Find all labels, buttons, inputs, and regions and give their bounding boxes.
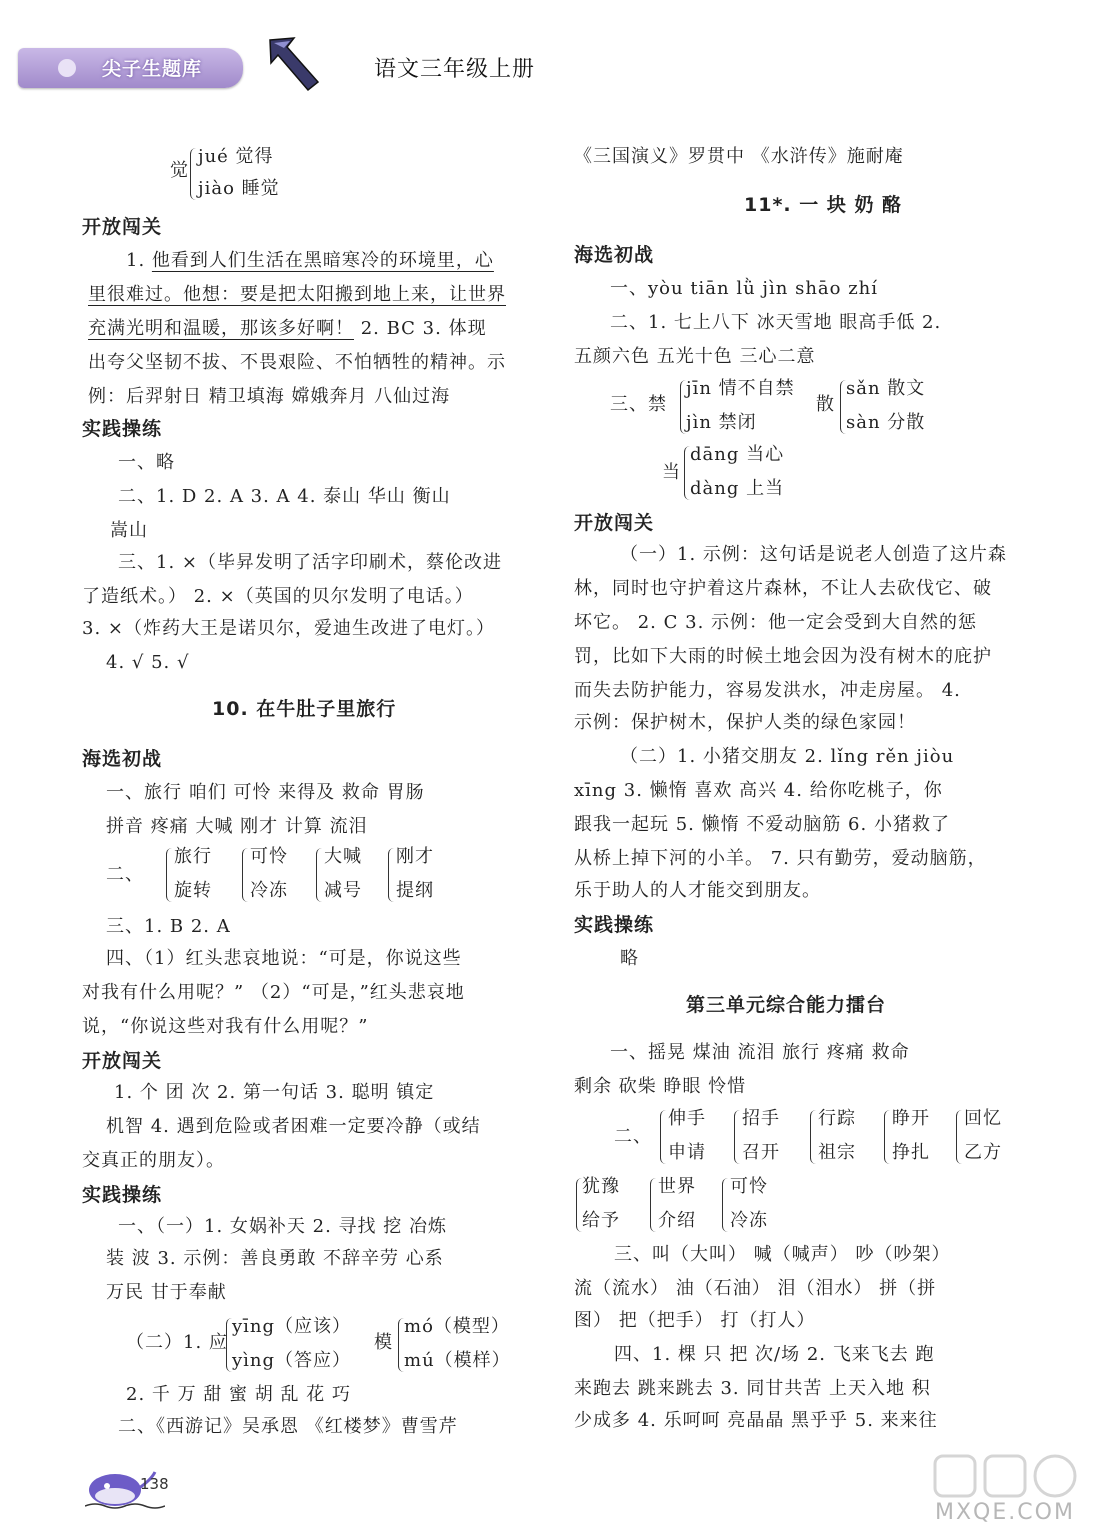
text-line: （二）1. 应 — [126, 1332, 228, 1353]
section-heading: 海选初战 — [574, 244, 655, 266]
brand-banner — [18, 48, 243, 88]
brace — [884, 1110, 891, 1164]
reading-2: yìng（答应） — [232, 1350, 352, 1371]
pair-bottom: 挣扎 — [892, 1142, 930, 1163]
text-line: 一、yòu tiān lǜ jìn shāo zhí — [610, 278, 879, 299]
text-line: 3. ×（炸药大王是诺贝尔，爱迪生改进了电灯。） — [82, 618, 495, 639]
text-line: 从桥上掉下河的小羊。 7. 只有勤劳，爱动脑筋， — [574, 848, 987, 869]
pair-top: 可怜 — [250, 846, 288, 867]
pair-bottom: 冷冻 — [250, 880, 288, 901]
pair-bottom: 旋转 — [174, 880, 212, 901]
text-line: xīng 3. 懒惰 喜欢 高兴 4. 给你吃桃子，你 — [574, 780, 943, 801]
text-line: 《三国演义》罗贯中 《水浒传》施耐庵 — [574, 146, 904, 167]
text-line: 坏它。 2. C 3. 示例：他一定会受到大自然的惩 — [574, 612, 978, 633]
text-line: 拼音 疼痛 大喊 刚才 计算 流泪 — [106, 816, 368, 837]
text-line: 来跑去 跳来跳去 3. 同甘共苦 上天入地 积 — [574, 1378, 931, 1399]
brace — [650, 1178, 657, 1232]
text-line: 林，同时也守护着这片森林，不让人去砍伐它、破 — [574, 578, 992, 599]
text-line: 出夸父坚韧不拔、不畏艰险、不怕牺牲的精神。示 — [88, 352, 506, 373]
reading-1: jīn 情不自禁 — [686, 378, 795, 399]
lesson-title: 11*. 一 块 奶 酪 — [744, 194, 903, 216]
pair-bottom: 申请 — [668, 1142, 706, 1163]
text-line: 1. 个 团 次 2. 第一句话 3. 聪明 镇定 — [114, 1082, 435, 1103]
pair-bottom: 减号 — [324, 880, 362, 901]
text-line: 而失去防护能力，容易发洪水，冲走房屋。 4. — [574, 680, 961, 701]
pair-top: 行踪 — [818, 1108, 856, 1129]
pair-top: 睁开 — [892, 1108, 930, 1129]
text-line: 少成多 4. 乐呵呵 亮晶晶 黑乎乎 5. 来来往 — [574, 1410, 938, 1431]
text-line: 三、1. ×（毕昇发明了活字印刷术，蔡伦改进 — [118, 552, 502, 573]
pair-bottom: 介绍 — [658, 1210, 696, 1231]
text-line: 了造纸术。） 2. ×（英国的贝尔发明了电话。） — [82, 586, 474, 607]
pair-top: 回忆 — [964, 1108, 1002, 1129]
pair-top: 刚才 — [396, 846, 434, 867]
text-line: 流（流水） 油（石油） 泪（泪水） 拼（拼 — [574, 1278, 937, 1299]
pair-top: 旅行 — [174, 846, 212, 867]
poly-char: 觉 — [170, 160, 189, 181]
poly-char: 模 — [374, 1332, 393, 1353]
brace — [166, 848, 173, 902]
text-line: 说，“你说这些对我有什么用呢？” — [82, 1016, 369, 1037]
text-line: 跟我一起玩 5. 懒惰 不爱动脑筋 6. 小猪救了 — [574, 814, 950, 835]
section-heading: 实践操练 — [82, 1184, 163, 1206]
reading-1: mó（模型） — [404, 1316, 510, 1337]
pair-bottom: 召开 — [742, 1142, 780, 1163]
text-line: 机智 4. 遇到危险或者困难一定要冷静（或结 — [106, 1116, 481, 1137]
section-heading: 开放闯关 — [574, 512, 655, 534]
text-line: 里很难过。他想：要是把太阳搬到地上来，让世界 — [88, 284, 506, 305]
brace — [190, 148, 197, 200]
text-line: 一、略 — [118, 452, 175, 473]
text-line: 充满光明和温暖，那该多好啊！ 2. BC 3. 体现 — [88, 318, 487, 339]
book-title: 语文三年级上册 — [374, 57, 536, 82]
lesson-title: 10. 在牛肚子里旅行 — [212, 698, 397, 720]
text-line: 4. √ 5. √ — [106, 652, 190, 673]
reading-2: dàng 上当 — [690, 478, 785, 499]
pair-bottom: 冷冻 — [730, 1210, 768, 1231]
reading-2: jìn 禁闭 — [686, 412, 757, 433]
pair-top: 世界 — [658, 1176, 696, 1197]
text-line: 装 波 3. 示例：善良勇敢 不辞辛劳 心系 — [106, 1248, 444, 1269]
poly-char: 散 — [816, 394, 835, 415]
brace — [242, 848, 249, 902]
pair-top: 可怜 — [730, 1176, 768, 1197]
text-line: 二、 — [106, 864, 144, 885]
brace — [810, 1110, 817, 1164]
brace — [316, 848, 323, 902]
watermark-text: MXQE.COM — [935, 1500, 1075, 1525]
text-line: 对我有什么用呢？” （2）“可是，”红头悲哀地 — [82, 982, 465, 1003]
text-line: 一、旅行 咱们 可怜 来得及 救命 胃肠 — [106, 782, 425, 803]
text-line: 五颜六色 五光十色 三心二意 — [574, 346, 816, 367]
brace — [956, 1110, 963, 1164]
text-line: 四、1. 棵 只 把 次/场 2. 飞来飞去 跑 — [614, 1344, 935, 1365]
text-line: 二、1. D 2. A 3. A 4. 泰山 华山 衡山 — [118, 486, 451, 507]
pair-bottom: 祖宗 — [818, 1142, 856, 1163]
page-number: 138 — [140, 1475, 169, 1493]
text-line: 1. 他看到人们生活在黑暗寒冷的环境里，心 — [126, 250, 494, 271]
section-heading: 实践操练 — [82, 418, 163, 440]
text-line: （二）1. 小猪交朋友 2. lǐng rěn jiòu — [620, 746, 955, 767]
text-line: （一）1. 示例：这句话是说老人创造了这片森 — [620, 544, 1007, 565]
pair-top: 招手 — [742, 1108, 780, 1129]
arrow-icon — [268, 36, 320, 92]
section-heading: 海选初战 — [82, 748, 163, 770]
poly-char: 当 — [662, 462, 681, 483]
brace — [388, 848, 395, 902]
text-line: 示例：保护树木，保护人类的绿色家园！ — [574, 712, 916, 733]
brand-label: 尖子生题库 — [102, 58, 203, 80]
pair-bottom: 给予 — [582, 1210, 620, 1231]
text-line: 略 — [620, 948, 639, 969]
text-line: 交真正的朋友）。 — [82, 1150, 225, 1171]
text-line: 三、1. B 2. A — [106, 916, 231, 937]
text-line: 2. 千 万 甜 蜜 胡 乱 花 巧 — [126, 1384, 351, 1405]
reading-1: sǎn 散文 — [846, 378, 926, 399]
reading-1: dāng 当心 — [690, 444, 785, 465]
pair-top: 犹豫 — [582, 1176, 620, 1197]
pair-top: 大喊 — [324, 846, 362, 867]
pair-top: 伸手 — [668, 1108, 706, 1129]
reading-1: jué 觉得 — [198, 146, 274, 167]
reading-2: sàn 分散 — [846, 412, 926, 433]
text-line: 一、（一）1. 女娲补天 2. 寻找 挖 冶炼 — [118, 1216, 447, 1237]
reading-2: mú（模样） — [404, 1350, 511, 1371]
text-line: 图） 把（把手） 打（打人） — [574, 1310, 816, 1331]
text-line: 三、叫（大叫） 喊（喊声） 吵（吵架） — [614, 1244, 951, 1265]
unit-title: 第三单元综合能力擂台 — [686, 994, 887, 1016]
text-line: 二、《西游记》吴承恩 《红楼梦》曹雪芹 — [118, 1416, 458, 1437]
text-line: 三、禁 — [610, 394, 667, 415]
text-line: 剩余 砍柴 睁眼 怜惜 — [574, 1076, 747, 1097]
brand-decoration — [58, 59, 76, 77]
brace — [660, 1110, 667, 1164]
text-line: 二、 — [614, 1126, 652, 1147]
brace — [722, 1178, 729, 1232]
reading-1: yīng（应该） — [232, 1316, 352, 1337]
section-heading: 开放闯关 — [82, 216, 163, 238]
text-line: 二、1. 七上八下 冰天雪地 眼高手低 2. — [610, 312, 942, 333]
section-heading: 开放闯关 — [82, 1050, 163, 1072]
text-line: 例：后羿射日 精卫填海 嫦娥奔月 八仙过海 — [88, 386, 451, 407]
section-heading: 实践操练 — [574, 914, 655, 936]
text-line: 嵩山 — [110, 520, 148, 541]
pair-bottom: 乙方 — [964, 1142, 1002, 1163]
text-line: 乐于助人的人才能交到朋友。 — [574, 880, 821, 901]
text-line: 万民 甘于奉献 — [106, 1282, 227, 1303]
reading-2: jiào 睡觉 — [198, 178, 280, 199]
pair-bottom: 提纲 — [396, 880, 434, 901]
text-line: 四、（1）红头悲哀地说：“可是，你说这些 — [106, 948, 462, 969]
brace — [734, 1110, 741, 1164]
text-line: 一、摇晃 煤油 流泪 旅行 疼痛 救命 — [610, 1042, 910, 1063]
text-line: 罚，比如下大雨的时候土地会因为没有树木的庇护 — [574, 646, 992, 667]
